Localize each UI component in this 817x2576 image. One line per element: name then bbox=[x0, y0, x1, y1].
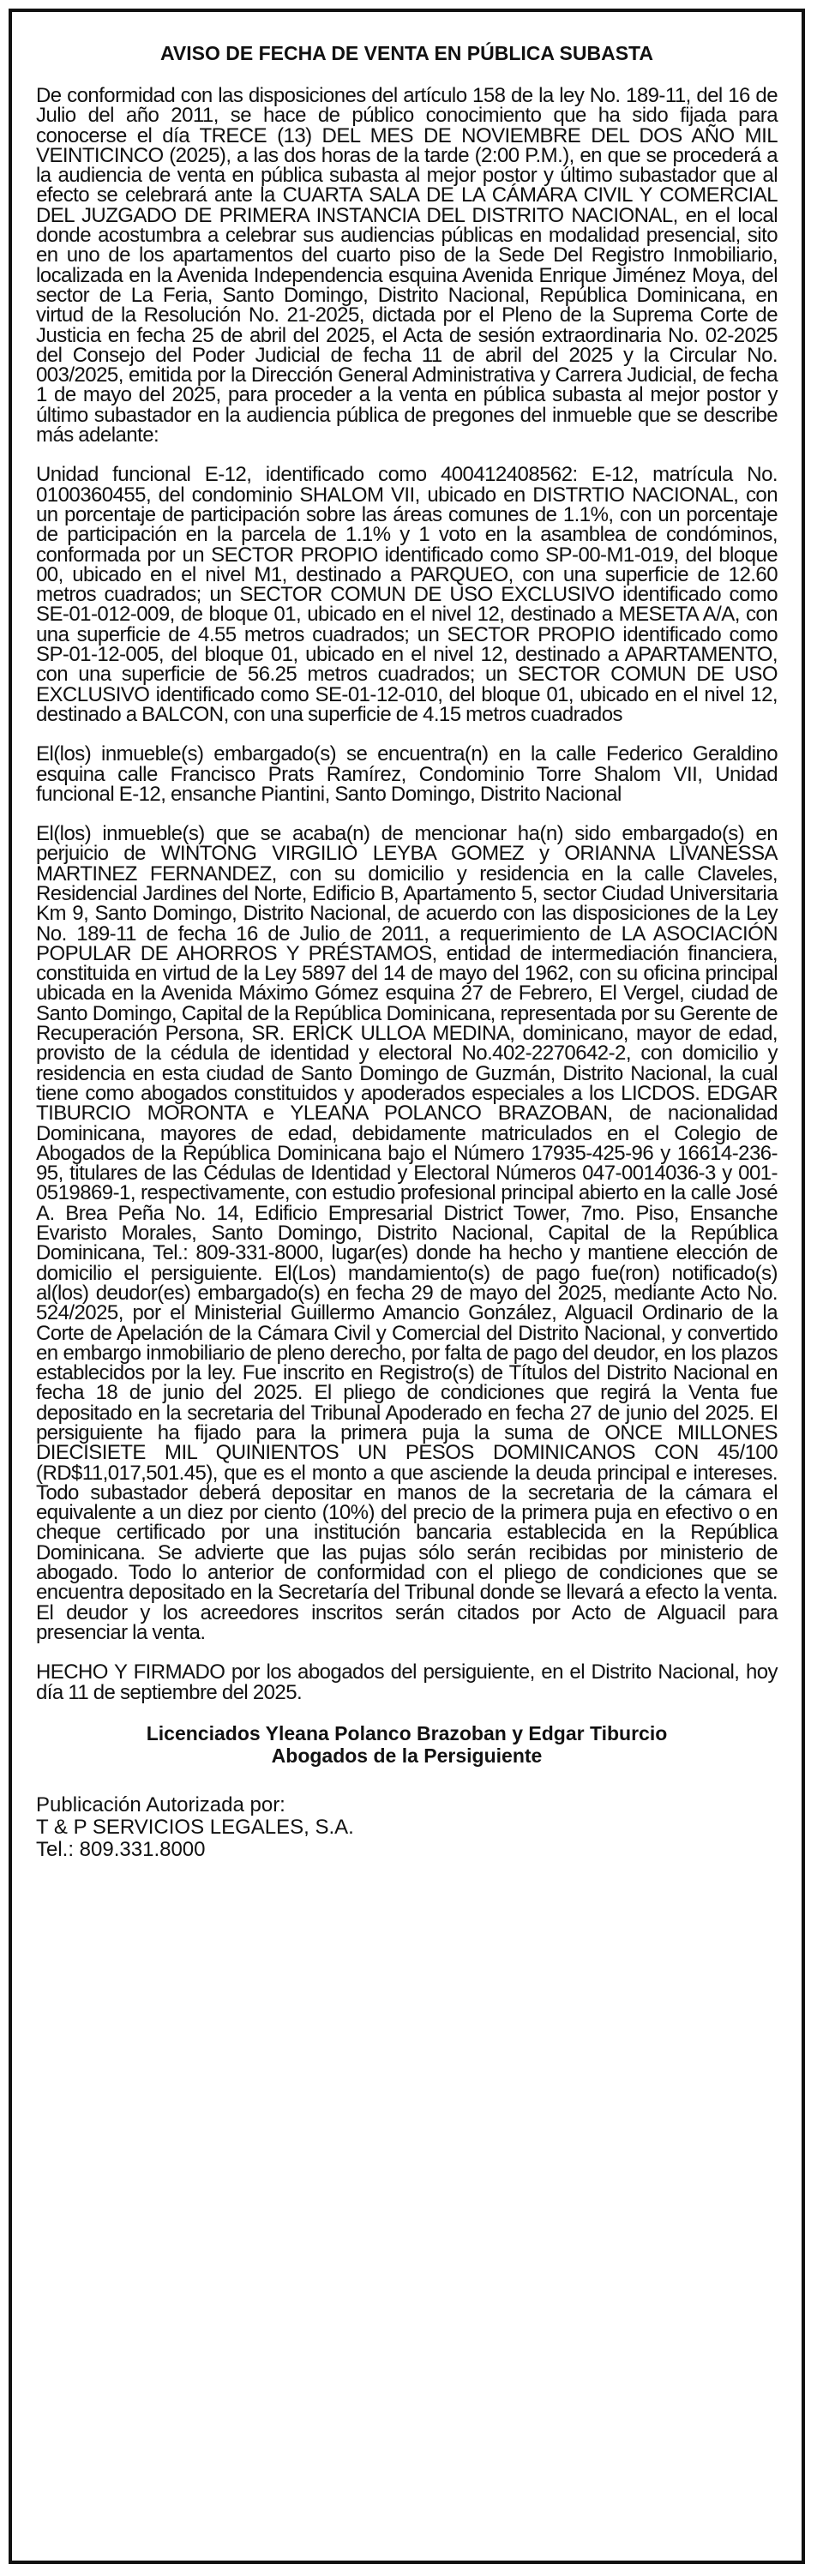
paragraph-hearing-date: De conformidad con las disposiciones del artículo 158 de la ley No. 189-11, del 16 de Julio del año 2011, se hace de público conocimiento que ha sido fijada para conocerse el día TRECE (13) DEL MES DE NOVIEMBRE DEL DOS AÑO MIL VEINTICINCO (2025), a las dos horas de la tarde (2:00 P.M.), en que se procederá a la audiencia de venta en pública subasta al mejor postor y último subastador que al efecto se celebrará ante la CUARTA SALA DE LA CÁMARA CIVIL Y COMERCIAL DEL JUZGADO DE PRIMERA INSTANCIA DEL DISTRITO NACIONAL, en el local donde acostumbra a celebrar sus audiencias públicas en modalidad presencial, sito en uno de los apartamentos del cuarto piso de la Sede Del Registro Inmobiliario, localizada en la Avenida Independencia esquina Avenida Enrique Jiménez Moya, del sector de La Feria, Santo Domingo, Distrito Nacional, República Dominicana, en virtud de la Resolución No. 21-2025, dictada por el Pleno de la Suprema Corte de Justicia en fecha 25 de abril del 2025, el Acta de sesión extraordinaria No. 02-2025 del Consejo del Poder Judicial de fecha 11 de abril del 2025 y la Circular No. 003/2025, emitida por la Dirección General Administrativa y Carrera Judicial, de fecha 1 de mayo del 2025, para proceder a la venta en pública subasta al mejor postor y último subastador en la audiencia pública de pregones del inmueble que se describe más adelante: bbox=[36, 84, 778, 447]
publication-company: T & P SERVICIOS LEGALES, S.A. bbox=[36, 1815, 354, 1839]
paragraph-seizure-details: El(los) inmueble(s) que se acaba(n) de mencionar ha(n) sido embargado(s) en perjuicio de WINTONG VIRGILIO LEYBA GOMEZ y ORIANNA LIVANESSA MARTINEZ FERNANDEZ, con su domicilio y residencia en la calle Claveles, Residencial Jardines del Norte, Edificio B, Apartamento 5, sector Ciudad Universitaria Km 9, Santo Domingo, Distrito Nacional, de acuerdo con las disposiciones de la Ley No. 189-11 de fecha 16 de Julio de 2011, a requerimiento de LA ASOCIACIÓN POPULAR DE AHORROS Y PRÉSTAMOS, entidad de intermediación financiera, constituida en virtud de la Ley 5897 del 14 de mayo del 1962, con su oficina principal ubicada en la Avenida Máximo Gómez esquina 27 de Febrero, El Vergel, ciudad de Santo Domingo, Capital de la República Dominicana, representada por su Gerente de Recuperación Persona, SR. ERICK ULLOA MEDINA, dominicano, mayor de edad, provisto de la cédula de identidad y electoral No.402-2270642-2, con domicilio y residencia en esta ciudad de Santo Domingo de Guzmán, Distrito Nacional, la cual tiene como abogados constituidos y apoderados especiales a los LICDOS. EDGAR TIBURCIO MORONTA e YLEANA POLANCO BRAZOBAN, de nacionalidad Dominicana, mayores de edad, debidamente matriculados en el Colegio de Abogados de la República Dominicana bajo el Número 17935-425-96 y 16614-236-95, titulares de las Cédulas de Identidad y Electoral Números 047-0014036-3 y 001-0519869-1, respectivamente, con estudio profesional principal abierto en la calle José A. Brea Peña No. 14, Edificio Empresarial District Tower, 7mo. Piso, Ensanche Evaristo Morales, Santo Domingo, Distrito Nacional, Capital de la República Dominicana, Tel.: 809-331-8000, lugar(es) donde ha hecho y mantiene elección de domicilio el persiguiente. El(Los) mandamiento(s) de pago fue(ron) notificado(s) al(los) deudor(es) embargado(s) en fecha 29 de mayo del 2025, mediante Acto No. 524/2025, por el Ministerial Guillermo Amancio González, Alguacil Ordinario de la Corte de Apelación de la Cámara Civil y Comercial del Distrito Nacional, y convertido en embargo inmobiliario de pleno derecho, por falta de pago del deudor, en los plazos establecidos por la ley. Fue inscrito en Registro(s) de Títulos del Distrito Nacional en fecha 18 de junio del 2025. El pliego de condiciones que regirá la Venta fue depositado en la secretaria del Tribunal Apoderado en fecha 27 de junio del 2025. El persiguiente ha fijado para la primera puja la suma de ONCE MILLONES DIECISIETE MIL QUINIENTOS UN PESOS DOMINICANOS CON 45/100 (RD$11,017,501.45), que es el monto a que asciende la deuda principal e intereses. Todo subastador deberá depositar en manos de la secretaria de la cámara el equivalente a un diez por ciento (10%) del precio de la primera puja en efectivo o en cheque certificado por una institución bancaria establecida en la República Dominicana. Se advierte que las pujas sólo serán recibidas por ministerio de abogado. Todo lo anterior de conformidad con el pliego de condiciones que se encuentra depositado en la Secretaría del Tribunal donde se llevará a efecto la venta. El deudor y los acreedores inscritos serán citados por Acto de Alguacil para presenciar la venta. bbox=[36, 822, 778, 1644]
signature-block bbox=[36, 1722, 778, 1767]
publication-info bbox=[36, 1794, 778, 1861]
paragraph-signed-statement: HECHO Y FIRMADO por los abogados del persiguiente, en el Distrito Nacional, hoy día 11 de septiembre del 2025. bbox=[36, 1660, 778, 1704]
signature-lawyers: Licenciados Yleana Polanco Brazoban y Edgar Tiburcio bbox=[146, 1721, 668, 1744]
legal-notice bbox=[9, 9, 805, 2564]
signature-role: Abogados de la Persiguiente bbox=[271, 1744, 543, 1767]
publication-label: Publicación Autorizada por: bbox=[36, 1792, 285, 1816]
paragraph-property-location: El(los) inmueble(s) embargado(s) se encuentra(n) en la calle Federico Geraldino esquina calle Francisco Prats Ramírez, Condominio Torre Shalom VII, Unidad funcional E-12, ensanche Piantini, Santo Domingo, Distrito Nacional bbox=[36, 742, 778, 806]
paragraph-property-description: Unidad funcional E-12, identificado como 400412408562: E-12, matrícula No. 0100360455, del condominio SHALOM VII, ubicado en DISTRTIO NACIONAL, con un porcentaje de participación sobre las áreas comunes de 1.1%, con un porcentaje de participación en la parcela de 1.1% y 1 voto en la asamblea de condóminos, conformada por un SECTOR PROPIO identificado como SP-00-M1-019, del bloque 00, ubicado en el nivel M1, destinado a PARQUEO, con una superficie de 12.60 metros cuadrados; un SECTOR COMUN DE USO EXCLUSIVO identificado como SE-01-012-009, de bloque 01, ubicado en el nivel 12, destinado a MESETA A/A, con una superficie de 4.55 metros cuadrados; un SECTOR PROPIO identificado como SP-01-12-005, del bloque 01, ubicado en el nivel 12, destinado a APARTAMENTO, con una superficie de 56.25 metros cuadrados; un SECTOR COMUN DE USO EXCLUSIVO identificado como SE-01-12-010, del bloque 01, ubicado en el nivel 12, destinado a BALCON, con una superficie de 4.15 metros cuadrados bbox=[36, 463, 778, 726]
notice-title: AVISO DE FECHA DE VENTA EN PÚBLICA SUBASTA bbox=[159, 42, 654, 64]
publication-phone: Tel.: 809.331.8000 bbox=[36, 1837, 206, 1861]
